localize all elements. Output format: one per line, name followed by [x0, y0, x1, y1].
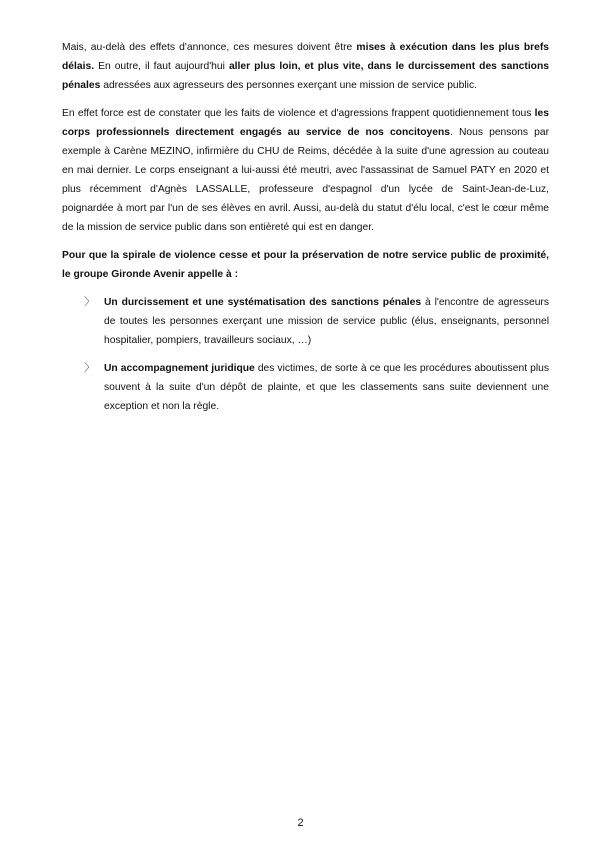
paragraph-2: [62, 104, 549, 237]
text-run-bold: les corps professionnels directement engagés au service de nos concitoyens: [62, 108, 549, 138]
text-run: Mais, au-delà des effets d'annonce, ces mesures doivent être: [62, 42, 357, 53]
bullet-item-1: [62, 293, 549, 350]
text-run-bold: Un durcissement et une systématisation des sanctions pénales: [104, 297, 422, 308]
text-run-bold: Un accompagnement juridique: [104, 363, 255, 374]
text-run: à l'encontre de agresseurs de toutes les personnes exerçant une mission de service public (élus, enseignants, personnel hospitalier, pompiers, travailleurs sociaux, …): [104, 297, 549, 346]
document-page: [62, 38, 549, 416]
chevron-right-icon: 〉: [84, 362, 95, 374]
chevron-right-icon: 〉: [84, 296, 95, 308]
text-run: En effet force est de constater que les faits de violence et d'agressions frappent quotidiennement tous: [62, 108, 535, 119]
text-run: En outre, il faut aujourd'hui: [94, 61, 229, 72]
paragraph-1: [62, 38, 549, 95]
text-run: . Nous pensons par exemple à Carène MEZINO, infirmière du CHU de Reims, décédée à la suite d'une agression au couteau en mai dernier. Le corps enseignant a lui-aussi été meutri, avec l'assassinat de Samuel PATY en 2020 et plus récemment d'Agnès LASSALLE, professeure d'espagnol d'un lycée de Saint-Jean-de-Luz, poignardée à mort par l'un de ses élèves en avril. Aussi, au-delà du statut d'élu local, c'est le cœur même de la mission de service public dans son entièreté qui est en danger.: [62, 127, 549, 233]
text-run: des victimes, de sorte à ce que les procédures aboutissent plus souvent à la suite d'un dépôt de plainte, et que les classements sans suite deviennent une exception et non la règle.: [104, 363, 549, 412]
bullet-list: [62, 293, 549, 416]
text-run-bold: Pour que la spirale de violence cesse et pour la préservation de notre service public de proximité, le groupe Gironde Avenir appelle à :: [62, 250, 549, 280]
text-run: adressées aux agresseurs des personnes exerçant une mission de service public.: [100, 80, 477, 91]
paragraph-3: [62, 246, 549, 284]
page-number: 2: [297, 817, 304, 829]
text-run-bold: aller plus loin, et plus vite, dans le durcissement des sanctions pénales: [62, 61, 549, 91]
text-run-bold: mises à exécution dans les plus brefs délais.: [62, 42, 549, 72]
bullet-item-2: [62, 359, 549, 416]
